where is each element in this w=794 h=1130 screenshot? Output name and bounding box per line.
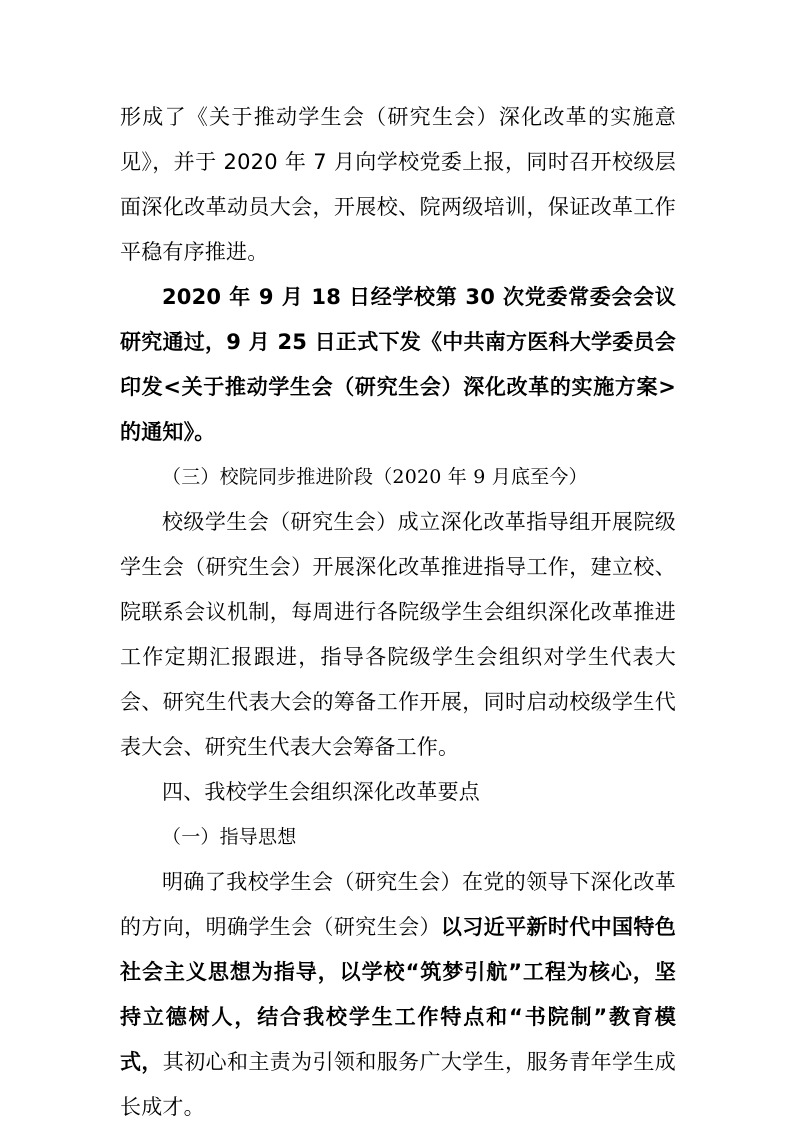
paragraph-guiding-ideology-start: 明确了我校学生会（研究生会）在党的领导下深化改革的方向，明确学生会（研究生会） (120, 870, 676, 939)
subsection-heading-guiding-ideology: （一）指导思想 (162, 826, 297, 848)
paragraph-guiding-ideology-end: 其初心和主责为引领和服务广大学生，服务青年学生成长成才。 (120, 1050, 676, 1119)
paragraph-committee-approval: 2020 年 9 月 18 日经学校第 30 次党委常委会会议研究通过，9 月 25 日正式下发《中共南方医科大学委员会印发<关于推动学生会（研究生会）深化改革的实施方案>的通知》。 (120, 285, 676, 444)
document-body (120, 95, 676, 1130)
paragraph-guidance-group: 校级学生会（研究生会）成立深化改革指导组开展院级学生会（研究生会）开展深化改革推进指导工作，建立校、院联系会议机制，每周进行各院级学生会组织深化改革推进工作定期汇报跟进，指导各院级学生会组织对学生代表大会、研究生代表大会的筹备工作开展，同时启动校级学生代表大会、研究生代表大会筹备工作。 (120, 510, 676, 759)
paragraph-guiding-ideology (120, 860, 676, 1130)
section-heading-phase-three: （三）校院同步推进阶段（2020 年 9 月底至今） (162, 466, 588, 488)
section-heading-reform-points: 四、我校学生会组织深化改革要点 (162, 780, 480, 804)
paragraph-guiding-ideology-emphasis: 以习近平新时代中国特色社会主义思想为指导，以学校“筑梦引航”工程为核心，坚持立德树人，结合我校学生工作特点和“书院制”教育模式， (120, 915, 677, 1074)
paragraph-reform-opinion: 形成了《关于推动学生会（研究生会）深化改革的实施意见》，并于 2020 年 7 月向学校党委上报，同时召开校级层面深化改革动员大会，开展校、院两级培训，保证改革工作平稳有序推进。 (120, 105, 676, 264)
